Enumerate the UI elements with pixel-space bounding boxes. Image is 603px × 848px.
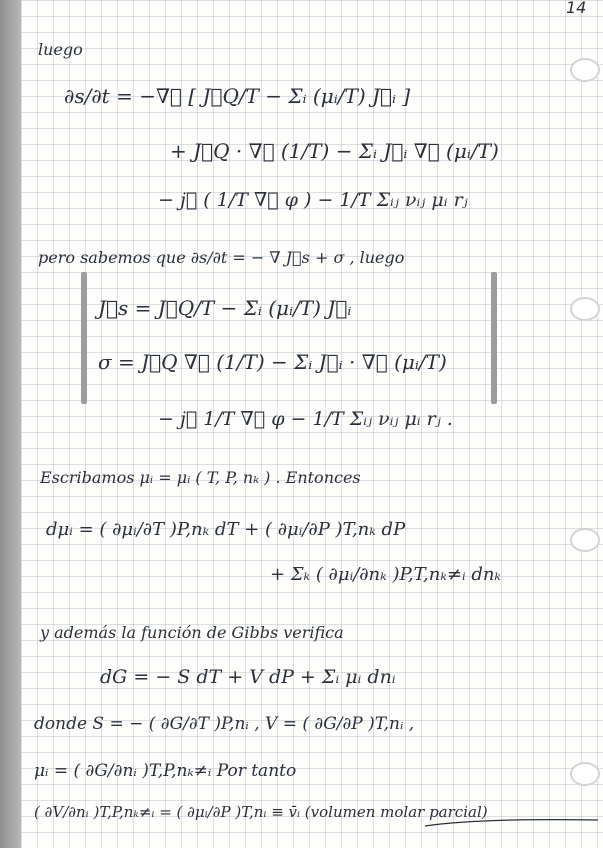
note-line-8: − j⃗ 1/T ∇⃗ φ − 1/T Σᵢⱼ νᵢⱼ μᵢ rⱼ .	[158, 408, 453, 430]
note-line-6: J⃗s = J⃗Q/T − Σᵢ (μᵢ/T) J⃗ᵢ	[98, 296, 352, 320]
note-line-15: μᵢ = ( ∂G/∂nᵢ )T,P,nₖ≠ᵢ Por tanto	[34, 761, 297, 781]
note-line-12: y además la función de Gibbs verifica	[40, 623, 344, 642]
note-line-11: + Σₖ ( ∂μᵢ/∂nₖ )P,T,nₖ≠ᵢ dnₖ	[270, 564, 501, 585]
note-line-10: dμᵢ = ( ∂μᵢ/∂T )P,nₖ dT + ( ∂μᵢ/∂P )T,nₖ dP	[46, 519, 406, 540]
note-line-7: σ = J⃗Q ∇⃗ (1/T) − Σᵢ J⃗ᵢ · ∇⃗ (μᵢ/T)	[98, 350, 447, 374]
note-line-14: donde S = − ( ∂G/∂T )P,nᵢ , V = ( ∂G/∂P )T,nᵢ ,	[34, 714, 415, 734]
note-line-5: pero sabemos que ∂s/∂t = − ∇ J⃗s + σ , luego	[38, 248, 405, 267]
note-line-16: ( ∂V/∂nᵢ )T,P,nₖ≠ᵢ = ( ∂μᵢ/∂P )T,nᵢ ≡ v̄ᵢ (volumen molar parcial)	[34, 803, 488, 821]
note-line-4: − j⃗ ( 1/T ∇⃗ φ ) − 1/T Σᵢⱼ νᵢⱼ μᵢ rⱼ	[158, 189, 468, 211]
note-line-9: Escribamos μᵢ = μᵢ ( T, P, nₖ ) . Entonces	[40, 468, 361, 487]
note-line-1: luego	[38, 40, 83, 59]
note-line-13: dG = − S dT + V dP + Σᵢ μᵢ dnᵢ	[100, 666, 396, 688]
note-line-2: ∂s/∂t = −∇⃗ [ J⃗Q/T − Σᵢ (μᵢ/T) J⃗ᵢ ]	[64, 84, 411, 108]
note-line-3: + J⃗Q · ∇⃗ (1/T) − Σᵢ J⃗ᵢ ∇⃗ (μᵢ/T)	[170, 139, 499, 163]
page-number: 14	[566, 0, 587, 17]
underline-stroke	[425, 820, 598, 826]
